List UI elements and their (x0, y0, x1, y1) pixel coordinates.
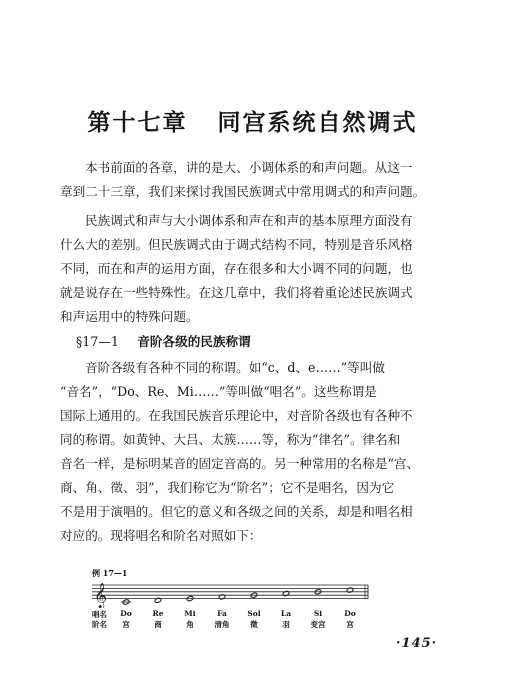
text-line: 民族调式和声与大小调体系和声在和声的基本原理方面没有 (85, 213, 413, 228)
text-line: 不是用于演唱的。但它的意义和各级之间的关系，却是和唱名相 (60, 504, 413, 519)
text-line: 音阶各级有各种不同的称谓。如“c、d、e……”等叫做 (85, 360, 385, 375)
music-example (92, 578, 372, 629)
degree-label: 商 (154, 620, 162, 629)
text-line: 就是说存在一些特殊性。在这几章中，我们将着重论述民族调式 (60, 285, 413, 300)
section-title: 音阶各级的民族称谓 (137, 334, 251, 349)
intro-paragraph (60, 156, 452, 204)
degree-row-label: 阶名 (92, 620, 107, 629)
body-paragraph (60, 209, 452, 329)
note-head (346, 587, 353, 593)
text-line: 商、角、徵、羽”，我们称它为“阶名”；它不是唱名，因为它 (60, 480, 395, 495)
example-label: 例 17—1 (92, 568, 128, 578)
note-head (282, 590, 289, 596)
page-number: ·145· (396, 636, 438, 651)
degree-label: 角 (186, 620, 194, 629)
note-head (218, 594, 225, 600)
degree-label: 徵 (250, 620, 258, 629)
music-staff (92, 578, 372, 608)
degree-label: 变宫 (310, 620, 326, 629)
chapter-title: 第十七章 同宫系统自然调式 (87, 109, 418, 136)
solfege-label: Si (313, 609, 323, 618)
solfege-label: La (280, 609, 292, 618)
solfege-label: Re (152, 609, 164, 618)
solfege-row-label: 唱名 (92, 610, 107, 619)
section-number: §17—1 (76, 334, 119, 349)
text-line: 音名一样，是标明某音的固定音高的。另一种常用的名称是“宫、 (60, 456, 420, 471)
text-line: 同的称谓。如黄钟、大吕、太簇……等，称为“律名”。律名和 (60, 432, 401, 447)
solfege-label: Do (120, 609, 132, 618)
text-line: 本书前面的各章，讲的是大、小调体系的和声问题。从这一 (85, 160, 413, 175)
solfege-label: Mi (184, 609, 196, 618)
text-line: 对应的。现将唱名和阶名对照如下： (60, 528, 262, 543)
degree-label: 清角 (214, 620, 230, 629)
degree-label: 宫 (346, 620, 354, 629)
solfege-label: Sol (247, 609, 261, 618)
text-line: 章到二十三章，我们来探讨我国民族调式中常用调式的和声问题。 (60, 184, 426, 199)
solfege-label: Fa (217, 609, 227, 618)
text-line: 国际上通用的。在我国民族音乐理论中，对音阶各级也有各种不 (60, 408, 413, 423)
section-heading (76, 331, 251, 350)
solfege-label: Do (344, 609, 356, 618)
text-line: 不同，而在和声的运用方面，存在很多和大小调不同的问题，也 (60, 261, 413, 276)
text-line: 和声运用中的特殊问题。 (60, 309, 199, 324)
degree-label: 宫 (122, 620, 130, 629)
treble-clef-icon: 𝄞 (94, 583, 108, 608)
text-line: “音名”，“Do、Re、Mi……”等叫做“唱名”。这些称谓是 (60, 384, 377, 399)
section-paragraph (60, 356, 452, 548)
degree-label: 羽 (282, 620, 290, 629)
text-line: 什么大的差别。但民族调式由于调式结构不同，特别是音乐风格 (60, 237, 413, 252)
note-head (154, 597, 161, 603)
